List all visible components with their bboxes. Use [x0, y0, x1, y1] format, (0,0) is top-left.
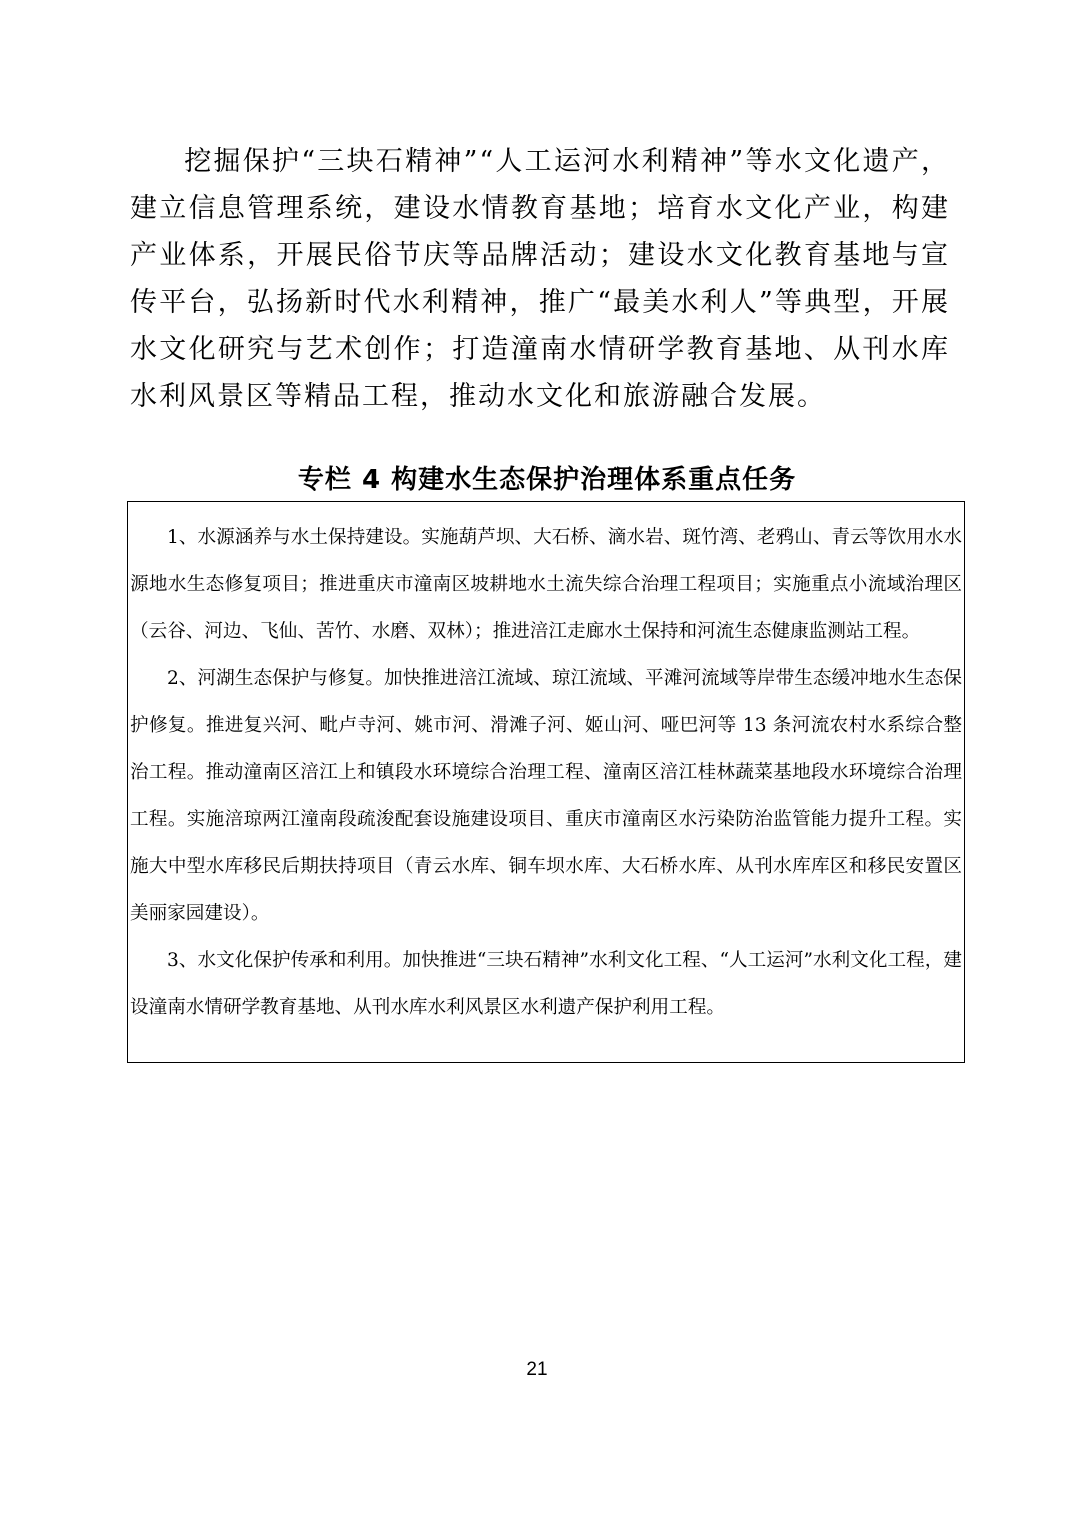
- page-number: 21: [526, 1359, 548, 1380]
- task-box: [127, 501, 965, 1063]
- task-item-2: [130, 655, 964, 937]
- task-item-text: 3、水文化保护传承和利用。加快推进“三块石精神”水利文化工程、“人工运河”水利文化工程，建设潼南水情研学教育基地、从刊水库水利风景区水利遗产保护利用工程。: [130, 950, 962, 1018]
- task-item-text: 2、河湖生态保护与修复。加快推进涪江流域、琼江流域、平滩河流域等岸带生态缓冲地水生态保护修复。推进复兴河、毗卢寺河、姚市河、滑滩子河、姬山河、哑巴河等 13 条河流农村水系综合整治工程。推动潼南区涪江上和镇段水环境综合治理工程、潼南区涪江桂林蔬菜基地段水环境综合治理工程。实施涪琼两江潼南段疏浚配套设施建设项目、重庆市潼南区水污染防治监管能力提升工程。实施大中型水库移民后期扶持项目（青云水库、铜车坝水库、大石桥水库、从刊水库库区和移民安置区美丽家园建设）。: [130, 668, 962, 924]
- task-item-text: 1、水源涵养与水土保持建设。实施葫芦坝、大石桥、滴水岩、斑竹湾、老鸦山、青云等饮用水水源地水生态修复项目；推进重庆市潼南区坡耕地水土流失综合治理工程项目；实施重点小流域治理区（云谷、河边、飞仙、苦竹、水磨、双林）；推进涪江走廊水土保持和河流生态健康监测站工程。: [130, 527, 962, 642]
- intro-paragraph-text: 挖掘保护“三块石精神”“人工运河水利精神”等水文化遗产，建立信息管理系统，建设水情教育基地；培育水文化产业，构建产业体系，开展民俗节庆等品牌活动；建设水文化教育基地与宣传平台，弘扬新时代水利精神，推广“最美水利人”等典型，开展水文化研究与艺术创作；打造潼南水情研学教育基地、从刊水库水利风景区等精品工程，推动水文化和旅游融合发展。: [130, 146, 950, 412]
- task-item-1: [130, 514, 964, 655]
- intro-paragraph: [130, 138, 950, 420]
- task-item-3: [130, 937, 964, 1031]
- section-title: 专栏 4 构建水生态保护治理体系重点任务: [297, 465, 797, 495]
